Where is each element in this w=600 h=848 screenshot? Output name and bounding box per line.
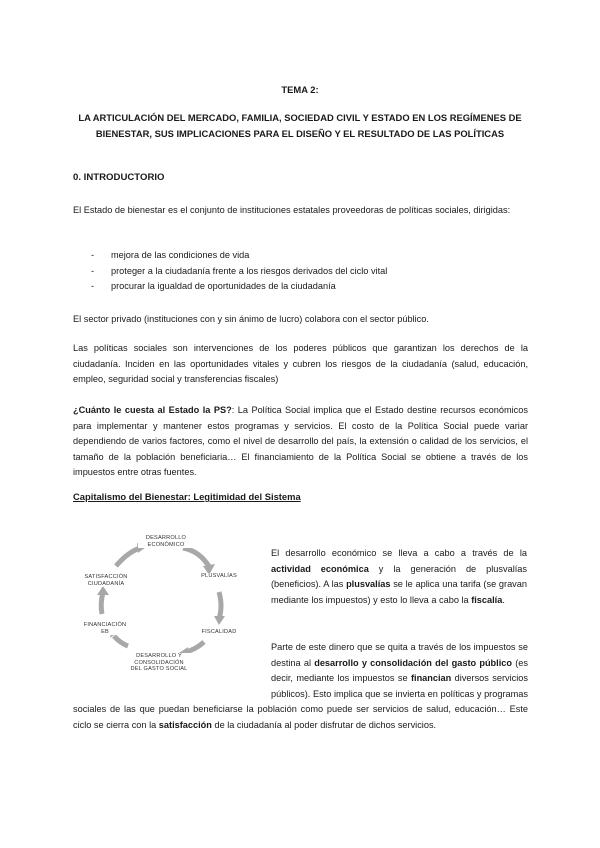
node-text: CONSOLIDACIÓN <box>134 659 184 666</box>
wrap-spacer <box>73 640 271 702</box>
text-run-bold: satisfacción <box>158 719 212 730</box>
text-run-bold: financian <box>410 673 452 683</box>
cost-answer: : La Política Social implica que el Estado destine recursos económicos para implementar y mantener estos programas y servicios. El costo de la Política Social puede variar dependiendo de varios factores, como el nivel de desarrollo del país, la extensión o calidad de los servicios, el tamaño de la población beneficiaria… El financiamiento de la Política Social se obtiene a través de los impuestos entre otras fuentes. <box>73 405 528 477</box>
cycle-paragraph-2 <box>73 640 528 733</box>
cycle-node-satisfaccion <box>80 574 132 587</box>
node-text: EB <box>101 628 109 635</box>
node-text: DESARROLLO <box>145 535 187 541</box>
list-item: - mejora de las condiciones de vida <box>91 248 531 264</box>
text-run: El desarrollo económico se lleva a cabo a través de la <box>271 548 527 558</box>
arrow-head-icon <box>214 616 225 625</box>
text-run: diversos servicios públicos). Esto implica que se invierta en políticas y programas sociales de las que puedan beneficiarse la población como puede ser servicios de salud, educación… Este ciclo se cierra con la <box>73 673 528 730</box>
intro-paragraph-4 <box>73 403 528 481</box>
node-text: FINANCIACIÓN <box>83 622 127 628</box>
subsection-heading-capitalismo: Capitalismo del Bienestar: Legitimidad del Sistema <box>73 491 301 502</box>
arrow-head-icon <box>97 586 109 595</box>
text-run: (es decir, mediante los impuestos se <box>271 657 528 683</box>
text-run: de la ciudadanía al poder disfrutar de dichos servicios. <box>211 719 437 730</box>
cost-question: ¿Cuánto le cuesta al Estado la PS? <box>73 405 232 415</box>
cycle-arc <box>116 548 140 566</box>
cycle-arc <box>101 592 103 614</box>
list-item: - proteger a la ciudadanía frente a los riesgos derivados del ciclo vital <box>91 264 531 280</box>
text-run: se le aplica una tarifa (se gravan mediante los impuestos) y esto lo lleva a cabo la <box>271 579 527 605</box>
title-line-1: LA ARTICULACIÓN DEL MERCADO, FAMILIA, SOCIEDAD CIVIL Y ESTADO EN LOS REGÍMENES DE <box>78 112 522 123</box>
section-heading-introductorio: 0. INTRODUCTORIO <box>73 172 165 183</box>
text-run-bold: actividad económica <box>271 563 369 574</box>
cycle-arc <box>183 548 210 568</box>
intro-paragraph-3: Las políticas sociales son intervenciones de los poderes públicos que garantizan los derechos de la ciudadanía. Inciden en las oportunidades vitales y cubren los riesgos de la ciudadanía (salud, educación, empleo, seguridad social y transferencias fiscales) <box>73 343 528 384</box>
text-run-bold: plusvalías <box>346 579 391 589</box>
node-text: DEL GASTO SOCIAL <box>130 666 188 673</box>
intro-paragraph-2: El sector privado (instituciones con y sin ánimo de lucro) colabora con el sector público. <box>73 314 429 324</box>
document-title <box>60 110 540 142</box>
node-text: SATISFACCIÓN <box>84 574 128 580</box>
cycle-node-plusvalias <box>196 573 242 580</box>
node-text: DESARROLLO Y <box>136 653 182 659</box>
text-run: Parte de este dinero que se quita a través de los impuestos se destina al <box>271 642 528 668</box>
node-text: CIUDADANÍA <box>87 580 125 587</box>
text-run: . <box>502 594 505 605</box>
topic-number: TEMA 2: <box>281 84 319 95</box>
text-run-bold: fiscalía <box>471 594 503 605</box>
node-text: ECONÓMICO <box>147 541 185 548</box>
text-run: y la generación de plusvalías (beneficios). A las <box>271 563 527 589</box>
cycle-arc <box>219 592 221 619</box>
cycle-node-desarrollo-economico <box>138 535 194 548</box>
intro-paragraph-1: El Estado de bienestar es el conjunto de instituciones estatales proveedoras de políticas sociales, dirigidas: <box>73 205 511 215</box>
text-run-bold: desarrollo y consolidación del gasto público <box>314 657 512 668</box>
cycle-node-fiscalidad <box>196 629 242 636</box>
bullet-list <box>91 248 531 295</box>
list-item: - procurar la igualdad de oportunidades de la ciudadanía <box>91 279 531 295</box>
node-text: PLUSVALÍAS <box>201 573 237 579</box>
node-text: FISCALIDAD <box>201 629 237 635</box>
title-line-2: BIENESTAR, SUS IMPLICACIONES PARA EL DISEÑO Y EL RESULTADO DE LAS POLÍTICAS <box>95 128 505 139</box>
cycle-paragraph-1 <box>271 546 527 608</box>
cycle-node-financiacion <box>80 622 130 635</box>
